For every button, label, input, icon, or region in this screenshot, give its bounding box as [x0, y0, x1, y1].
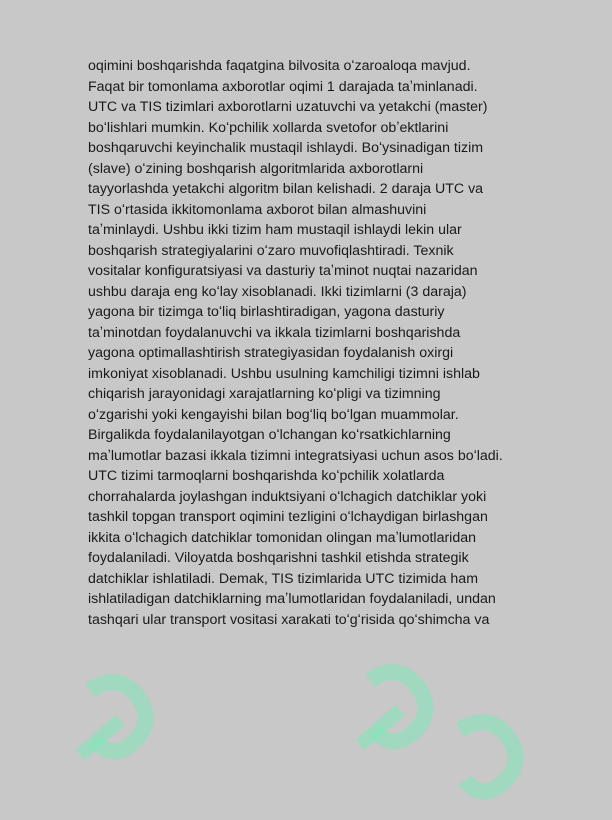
text-line: UTC tizimi tarmoqlarni boshqarishda koʻpchilik xolatlarda [88, 468, 445, 484]
text-line: taʼminotdan foydalanuvchi va ikkala tizimlarni boshqarishda [88, 324, 461, 341]
text-line: chorrahalarda joylashgan induktsiyani oʻlchagich datchiklar yoki [88, 488, 487, 505]
text-line: TIS oʻrtasida ikkitomonlama axborot bilan almashuvini [88, 201, 427, 218]
text-line: imkoniyat xisoblanadi. Ushbu usulning kamchiligi tizimni ishlab [88, 365, 480, 382]
text-line: boshqarish strategiyalarini oʻzaro muvofiqlashtiradi. Texnik [88, 242, 454, 259]
watermark-logo-icon [340, 650, 460, 770]
text-line: tashkil topgan transport oqimini tezligini oʻlchaydigan birlashgan [88, 509, 488, 525]
text-line: ikkita oʻlchagich datchiklar tomonidan olingan maʼlumotlaridan [88, 529, 477, 546]
text-line: tayyorlashda yetakchi algoritm bilan kelishadi. 2 daraja UTC va [88, 181, 484, 197]
text-line: maʼlumotlar bazasi ikkala tizimni integratsiyasi uchun asos boʻladi. [88, 447, 503, 464]
text-line: yagona bir tizimga toʻliq birlashtiradigan, yagona dasturiy [88, 304, 445, 320]
watermark-logo-icon [430, 700, 550, 820]
text-line: oʻzgarishi yoki kengayishi bilan bogʻliq boʻlgan muammolar. [88, 406, 459, 423]
text-line: boʻlishlari mumkin. Koʻpchilik xollarda svetofor obʼektlarini [88, 119, 449, 136]
text-line: ishlatiladigan datchiklarning maʼlumotlaridan foydalaniladi, undan [88, 591, 496, 607]
body-text [88, 56, 574, 630]
text-line: ushbu daraja eng koʻlay xisoblanadi. Ikki tizimlarni (3 daraja) [88, 283, 467, 300]
text-line: Faqat bir tomonlama axborotlar oqimi 1 darajada taʼminlanadi. [88, 78, 478, 95]
text-line: vositalar konfiguratsiyasi va dasturiy taʼminot nuqtai nazaridan [88, 263, 478, 279]
text-line: Birgalikda foydalanilayotgan oʻlchangan koʻrsatkichlarning [88, 427, 451, 443]
text-line: UTC va TIS tizimlari axborotlarni uzatuvchi va yetakchi (master) [88, 99, 488, 115]
text-line: datchiklar ishlatiladi. Demak, TIS tizimlarida UTC tizimida ham [88, 570, 479, 587]
text-line: boshqaruvchi keyinchalik mustaqil ishlaydi. Boʻysinadigan tizim [88, 140, 484, 156]
text-line: (slave) oʻzining boshqarish algoritmlarida axborotlarni [88, 160, 424, 177]
text-line: oqimini boshqarishda faqatgina bilvosita oʻzaroaloqa mavjud. [88, 58, 471, 74]
watermark-logo-icon [60, 660, 180, 780]
text-line: foydalaniladi. Viloyatda boshqarishni tashkil etishda strategik [88, 550, 469, 566]
text-line: yagona optimallashtirish strategiyasidan foydalanish oxirgi [88, 345, 454, 361]
text-line: chiqarish jarayonidagi xarajatlarning koʻpligi va tizimning [88, 386, 441, 402]
text-line: taʼminlaydi. Ushbu ikki tizim ham mustaqil ishlaydi lekin ular [88, 222, 462, 238]
text-line: tashqari ular transport vositasi xarakati toʻgʻrisida qoʻshimcha va [88, 611, 490, 628]
